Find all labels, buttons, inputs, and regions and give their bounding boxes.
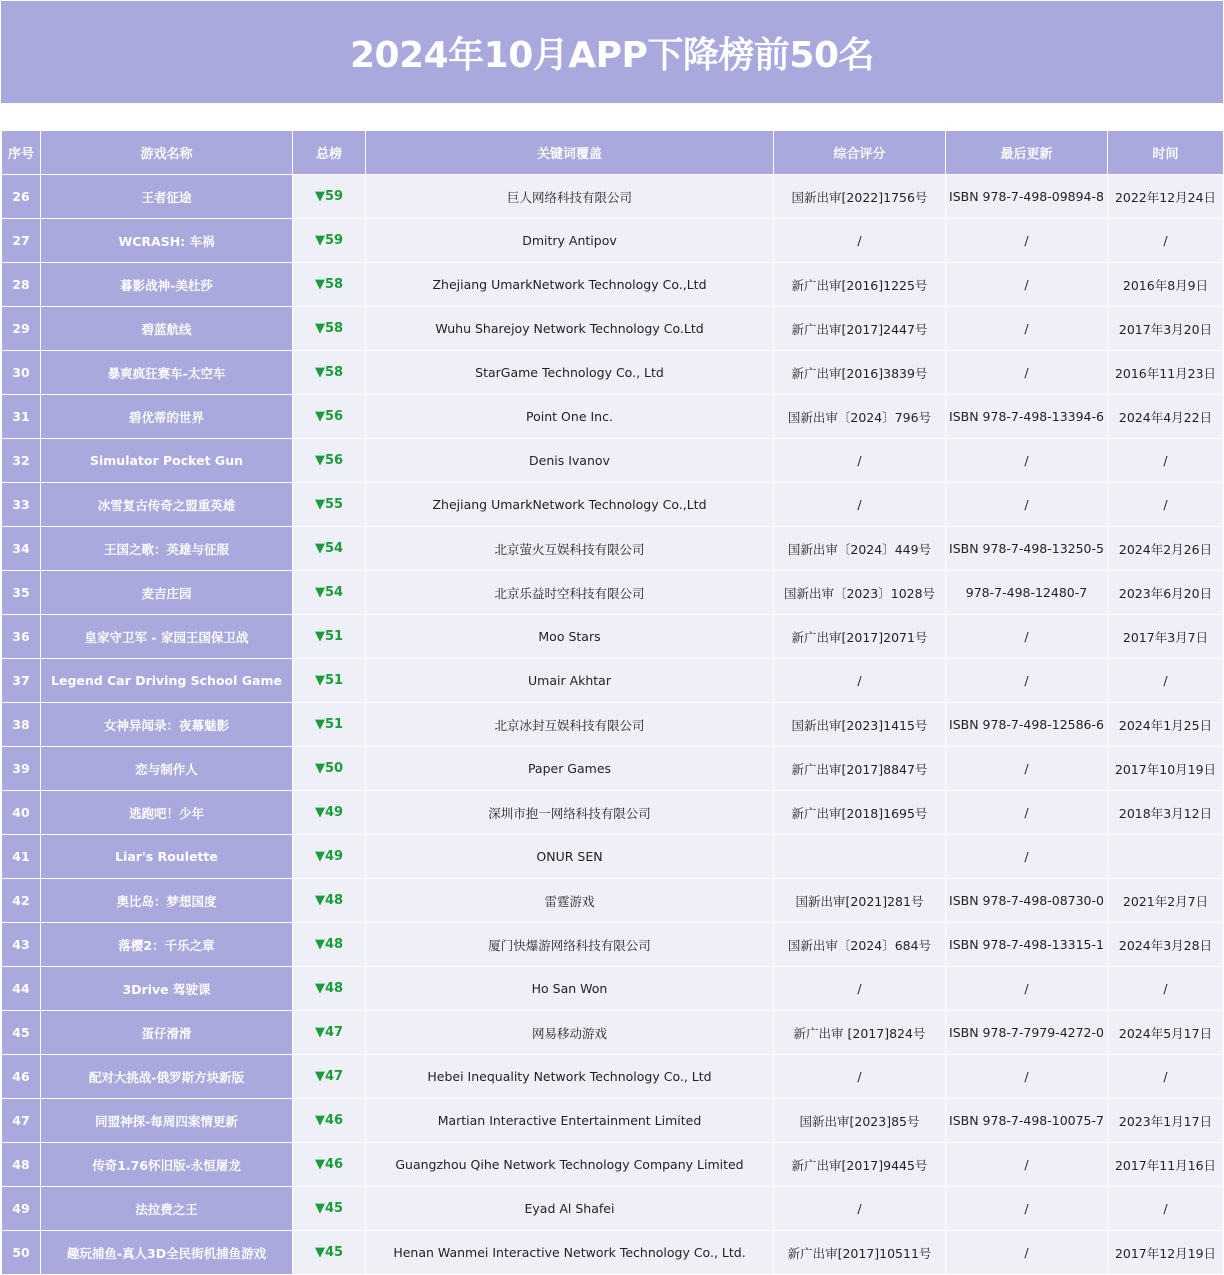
rank-cell: 33 [2,483,41,527]
company-cell: 厦门快爆游网络科技有限公司 [366,923,774,967]
rank-cell: 47 [2,1099,41,1143]
table-body [2,175,1224,1275]
rank-cell: 36 [2,615,41,659]
date-cell: 2024年2月26日 [1108,527,1224,571]
table-row [2,1231,1224,1275]
date-cell: 2021年2月7日 [1108,879,1224,923]
rank-cell: 31 [2,395,41,439]
license-cell: / [774,659,946,703]
license-cell: 国新出审[2021]281号 [774,879,946,923]
isbn-cell: / [946,1143,1108,1187]
table-row [2,219,1224,263]
table-row [2,1099,1224,1143]
table-row [2,351,1224,395]
game-name-cell: WCRASH: 车祸 [41,219,293,263]
date-cell: 2017年3月7日 [1108,615,1224,659]
license-cell: 新广出审[2017]2447号 [774,307,946,351]
game-name-cell: 暮影战神-美杜莎 [41,263,293,307]
date-cell: 2024年5月17日 [1108,1011,1224,1055]
license-cell: 国新出审〔2024〕684号 [774,923,946,967]
chart-change-cell: ▼48 [293,967,366,1011]
game-name-cell: Simulator Pocket Gun [41,439,293,483]
table-row [2,527,1224,571]
rank-cell: 48 [2,1143,41,1187]
isbn-cell: ISBN 978-7-498-09894-8 [946,175,1108,219]
rank-cell: 45 [2,1011,41,1055]
isbn-cell: ISBN 978-7-498-13250-5 [946,527,1108,571]
game-name-cell: 碧蓝航线 [41,307,293,351]
company-cell: StarGame Technology Co., Ltd [366,351,774,395]
date-cell: 2017年10月19日 [1108,747,1224,791]
company-cell: Hebei Inequality Network Technology Co., Ltd [366,1055,774,1099]
game-name-cell: 皇家守卫军 - 家园王国保卫战 [41,615,293,659]
company-cell: 北京冰封互娱科技有限公司 [366,703,774,747]
date-cell: / [1108,483,1224,527]
date-cell: 2024年3月28日 [1108,923,1224,967]
table-row [2,1187,1224,1231]
table-row [2,1011,1224,1055]
isbn-cell: / [946,439,1108,483]
game-name-cell: 麦吉庄园 [41,571,293,615]
table-row [2,747,1224,791]
isbn-cell: / [946,1055,1108,1099]
chart-change-cell: ▼47 [293,1055,366,1099]
page-title: 2024年10月APP下降榜前50名 [349,34,875,76]
isbn-cell: / [946,483,1108,527]
company-cell: Zhejiang UmarkNetwork Technology Co.,Ltd [366,263,774,307]
table-row [2,263,1224,307]
isbn-cell: ISBN 978-7-498-08730-0 [946,879,1108,923]
isbn-cell: / [946,747,1108,791]
ranking-table [1,130,1224,1275]
rank-cell: 27 [2,219,41,263]
isbn-cell: / [946,967,1108,1011]
rank-cell: 38 [2,703,41,747]
game-name-cell: 暴爽疯狂赛车-太空车 [41,351,293,395]
rank-cell: 39 [2,747,41,791]
rank-cell: 50 [2,1231,41,1275]
chart-change-cell: ▼55 [293,483,366,527]
chart-change-cell: ▼56 [293,439,366,483]
company-cell: 网易移动游戏 [366,1011,774,1055]
rank-cell: 26 [2,175,41,219]
date-cell: / [1108,967,1224,1011]
chart-change-cell: ▼49 [293,835,366,879]
chart-change-cell: ▼50 [293,747,366,791]
table-row [2,659,1224,703]
chart-change-cell: ▼54 [293,571,366,615]
chart-change-cell: ▼48 [293,923,366,967]
game-name-cell: 趣玩捕鱼-真人3D全民街机捕鱼游戏 [41,1231,293,1275]
license-cell: 新广出审[2017]8847号 [774,747,946,791]
license-cell: 国新出审〔2024〕449号 [774,527,946,571]
company-cell: 北京乐益时空科技有限公司 [366,571,774,615]
license-cell: 国新出审[2022]1756号 [774,175,946,219]
license-cell: 新广出审[2016]3839号 [774,351,946,395]
date-cell: / [1108,1187,1224,1231]
table-row [2,791,1224,835]
game-name-cell: 逃跑吧！少年 [41,791,293,835]
game-name-cell: 碧优蒂的世界 [41,395,293,439]
company-cell: Umair Akhtar [366,659,774,703]
company-cell: Zhejiang UmarkNetwork Technology Co.,Ltd [366,483,774,527]
table-row [2,923,1224,967]
isbn-cell: / [946,219,1108,263]
game-name-cell: 3Drive 驾驶课 [41,967,293,1011]
company-cell: Dmitry Antipov [366,219,774,263]
license-cell: / [774,1055,946,1099]
isbn-cell: / [946,835,1108,879]
chart-change-cell: ▼45 [293,1187,366,1231]
table-row [2,483,1224,527]
isbn-cell: ISBN 978-7-7979-4272-0 [946,1011,1108,1055]
isbn-cell: 978-7-498-12480-7 [946,571,1108,615]
license-cell: / [774,967,946,1011]
chart-change-cell: ▼54 [293,527,366,571]
table-row [2,879,1224,923]
header-time: 时间 [1108,131,1224,175]
table-row [2,571,1224,615]
chart-change-cell: ▼47 [293,1011,366,1055]
date-cell: 2023年6月20日 [1108,571,1224,615]
license-cell: 新广出审[2016]1225号 [774,263,946,307]
isbn-cell: / [946,659,1108,703]
license-cell: / [774,219,946,263]
isbn-cell: / [946,791,1108,835]
date-cell: / [1108,219,1224,263]
isbn-cell: ISBN 978-7-498-10075-7 [946,1099,1108,1143]
game-name-cell: 配对大挑战-俄罗斯方块新版 [41,1055,293,1099]
date-cell [1108,835,1224,879]
license-cell: 新广出审 [2017]824号 [774,1011,946,1055]
table-header-row [2,131,1224,175]
company-cell: Denis Ivanov [366,439,774,483]
chart-change-cell: ▼58 [293,351,366,395]
table-row [2,835,1224,879]
date-cell: / [1108,439,1224,483]
company-cell: Martian Interactive Entertainment Limited [366,1099,774,1143]
company-cell: ONUR SEN [366,835,774,879]
isbn-cell: / [946,615,1108,659]
game-name-cell: 传奇1.76怀旧版-永恒屠龙 [41,1143,293,1187]
game-name-cell: 王者征途 [41,175,293,219]
header-rank: 序号 [2,131,41,175]
company-cell: 北京萤火互娱科技有限公司 [366,527,774,571]
date-cell: 2024年4月22日 [1108,395,1224,439]
game-name-cell: 恋与制作人 [41,747,293,791]
company-cell: 深圳市抱一网络科技有限公司 [366,791,774,835]
license-cell: 新广出审[2017]10511号 [774,1231,946,1275]
table-row [2,1055,1224,1099]
rank-cell: 49 [2,1187,41,1231]
rank-cell: 42 [2,879,41,923]
game-name-cell: 蛋仔滑滑 [41,1011,293,1055]
company-cell: 雷霆游戏 [366,879,774,923]
company-cell: Moo Stars [366,615,774,659]
chart-change-cell: ▼56 [293,395,366,439]
isbn-cell: / [946,263,1108,307]
game-name-cell: 女神异闻录：夜幕魅影 [41,703,293,747]
game-name-cell: Liar's Roulette [41,835,293,879]
license-cell: 国新出审[2023]85号 [774,1099,946,1143]
table-row [2,967,1224,1011]
isbn-cell: / [946,1231,1108,1275]
game-name-cell: 王国之歌：英雄与征服 [41,527,293,571]
rank-cell: 35 [2,571,41,615]
date-cell: / [1108,659,1224,703]
title-banner [1,1,1223,103]
date-cell: 2016年11月23日 [1108,351,1224,395]
chart-change-cell: ▼45 [293,1231,366,1275]
date-cell: 2017年3月20日 [1108,307,1224,351]
company-cell: Eyad Al Shafei [366,1187,774,1231]
chart-change-cell: ▼51 [293,659,366,703]
license-cell: 国新出审[2023]1415号 [774,703,946,747]
header-last-update: 最后更新 [946,131,1108,175]
date-cell: 2024年1月25日 [1108,703,1224,747]
rank-cell: 32 [2,439,41,483]
license-cell: / [774,439,946,483]
table-row [2,615,1224,659]
company-cell: 巨人网络科技有限公司 [366,175,774,219]
date-cell: 2017年11月16日 [1108,1143,1224,1187]
chart-change-cell: ▼46 [293,1099,366,1143]
chart-change-cell: ▼48 [293,879,366,923]
license-cell: 国新出审〔2024〕796号 [774,395,946,439]
date-cell: 2017年12月19日 [1108,1231,1224,1275]
chart-change-cell: ▼59 [293,175,366,219]
table-row [2,703,1224,747]
table-row [2,395,1224,439]
company-cell: Henan Wanmei Interactive Network Technology Co., Ltd. [366,1231,774,1275]
chart-change-cell: ▼58 [293,263,366,307]
company-cell: Paper Games [366,747,774,791]
rank-cell: 37 [2,659,41,703]
license-cell: / [774,1187,946,1231]
rank-cell: 41 [2,835,41,879]
header-overall-chart: 总榜 [293,131,366,175]
company-cell: Wuhu Sharejoy Network Technology Co.Ltd [366,307,774,351]
isbn-cell: / [946,351,1108,395]
table-row [2,439,1224,483]
rank-cell: 29 [2,307,41,351]
header-overall-score: 综合评分 [774,131,946,175]
date-cell: 2023年1月17日 [1108,1099,1224,1143]
game-name-cell: 同盟神探-每周四案情更新 [41,1099,293,1143]
isbn-cell: ISBN 978-7-498-13315-1 [946,923,1108,967]
header-keyword-coverage: 关键词覆盖 [366,131,774,175]
isbn-cell: ISBN 978-7-498-12586-6 [946,703,1108,747]
chart-change-cell: ▼51 [293,703,366,747]
chart-change-cell: ▼49 [293,791,366,835]
license-cell: 新广出审[2018]1695号 [774,791,946,835]
rank-cell: 28 [2,263,41,307]
license-cell: 新广出审[2017]9445号 [774,1143,946,1187]
rank-cell: 44 [2,967,41,1011]
rank-cell: 40 [2,791,41,835]
date-cell: / [1108,1055,1224,1099]
license-cell: 国新出审〔2023〕1028号 [774,571,946,615]
date-cell: 2022年12月24日 [1108,175,1224,219]
license-cell: 新广出审[2017]2071号 [774,615,946,659]
date-cell: 2016年8月9日 [1108,263,1224,307]
game-name-cell: 奥比岛：梦想国度 [41,879,293,923]
rank-cell: 46 [2,1055,41,1099]
game-name-cell: 落樱2：千乐之章 [41,923,293,967]
chart-change-cell: ▼59 [293,219,366,263]
chart-change-cell: ▼46 [293,1143,366,1187]
rank-cell: 43 [2,923,41,967]
table-row [2,175,1224,219]
table-row [2,307,1224,351]
company-cell: Point One Inc. [366,395,774,439]
date-cell: 2018年3月12日 [1108,791,1224,835]
isbn-cell: ISBN 978-7-498-13394-6 [946,395,1108,439]
company-cell: Ho San Won [366,967,774,1011]
table-row [2,1143,1224,1187]
header-game-name: 游戏名称 [41,131,293,175]
rank-cell: 34 [2,527,41,571]
chart-change-cell: ▼58 [293,307,366,351]
rank-cell: 30 [2,351,41,395]
company-cell: Guangzhou Qihe Network Technology Company Limited [366,1143,774,1187]
game-name-cell: 法拉费之王 [41,1187,293,1231]
license-cell: / [774,483,946,527]
isbn-cell: / [946,307,1108,351]
game-name-cell: Legend Car Driving School Game [41,659,293,703]
license-cell [774,835,946,879]
game-name-cell: 冰雪复古传奇之盟重英雄 [41,483,293,527]
chart-change-cell: ▼51 [293,615,366,659]
isbn-cell: / [946,1187,1108,1231]
